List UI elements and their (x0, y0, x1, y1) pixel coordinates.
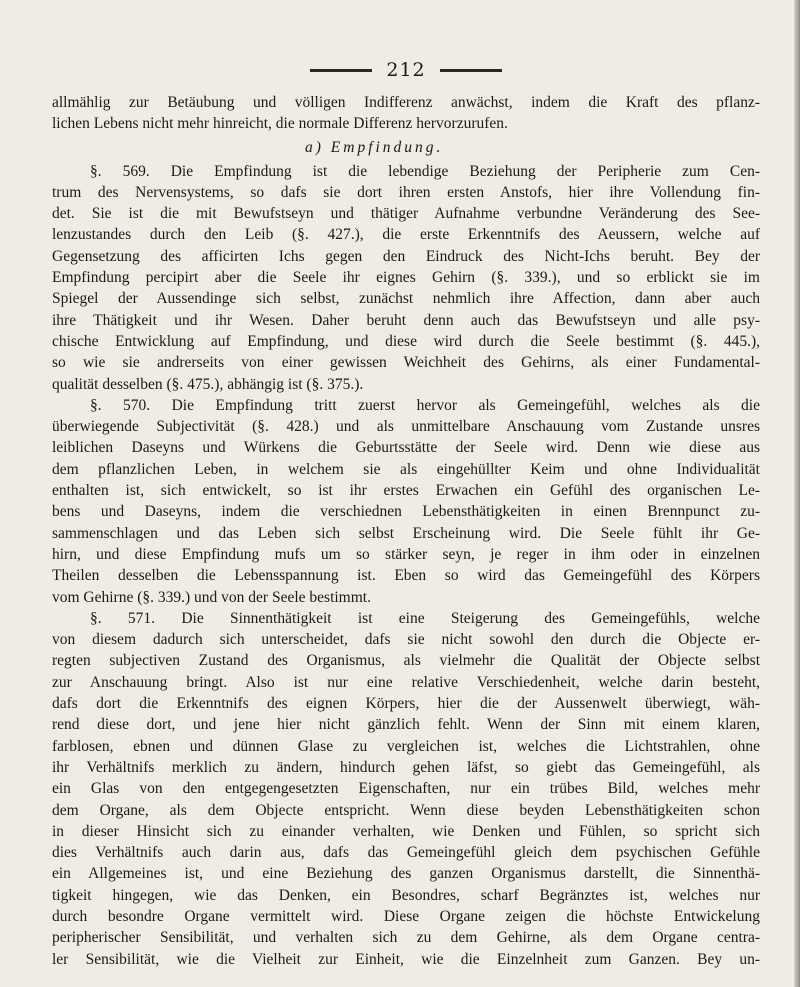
text-line: leiblichen Daseyns und Würkens die Geburtsstätte der Seele wird. Denn wie diese aus (52, 439, 760, 457)
text-line: det. Sie ist die mit Bewufstseyn und thätiger Aufnahme verbundne Veränderung des See- (52, 205, 760, 223)
text-line: §. 571. Die Sinnenthätigkeit ist eine Steigerung des Gemeingefühls, welche (90, 609, 760, 627)
text-line: ein Allgemeines ist, und eine Beziehung des ganzen Organismus darstellt, die Sinnenthä- (52, 865, 760, 883)
text-line: hirn, und diese Empfindung mufs um so stärker seyn, je reger in ihm oder in einzelnen (52, 545, 760, 563)
section-subheading: a) Empfindung. (305, 138, 444, 156)
paragraph-571 (52, 608, 760, 970)
page-header (52, 58, 760, 82)
text-line: lenzustandes durch den Leib (§. 427.), die erste Erkenntnifs des Aeussern, welche auf (52, 226, 760, 244)
text-line: durch besondre Organe vermittelt wird. Diese Organe zeigen die höchste Entwickelung (52, 907, 760, 925)
text-line: Empfindung percipirt aber die Seele ihr eignes Gehirn (§. 339.), und so erblickt sie im (52, 269, 760, 287)
text-line: qualität desselben (§. 475.), abhängig ist (§. 375.). (52, 375, 364, 393)
text-line: dafs dort die Erkenntnifs des eignen Körpers, hier die der Aussenwelt überwiegt, wäh- (52, 695, 760, 713)
text-line: ihr Verhältnifs merklich zu ändern, hindurch gehen läfst, so giebt das Gemeingefühl, als (52, 758, 760, 776)
text-line: §. 570. Die Empfindung tritt zuerst hervor als Gemeingefühl, welches als die (90, 396, 760, 414)
text-line: dem pflanzlichen Leben, in welchem sie als eingehüllter Keim und ohne Individualität (52, 460, 760, 478)
header-rule-left (310, 69, 372, 72)
text-line: vom Gehirne (§. 339.) und von der Seele bestimmt. (52, 588, 371, 606)
text-line: von diesem dadurch sich unterscheidet, dafs sie nicht sowohl den durch die Objecte er- (52, 631, 760, 649)
text-line: allmählig zur Betäubung und völligen Indifferenz anwächst, indem die Kraft des pflanz- (52, 94, 760, 111)
text-line: trum des Nervensystems, so dafs sie dort ihren ersten Anstofs, hier ihre Vollendung fin- (52, 183, 760, 201)
text-line: Gegensetzung des afficirten Ichs gegen den Eindruck des Nicht-Ichs beruht. Bey der (52, 247, 760, 265)
text-line: bens und Daseyns, indem die verschiednen Lebensthätigkeiten in einen Brennpunct zu- (52, 503, 760, 521)
text-line: §. 569. Die Empfindung ist die lebendige Beziehung der Peripherie zum Cen- (90, 162, 760, 180)
text-line: ein Glas von den entgegengesetzten Eigenschaften, nur ein trübes Bild, welches mehr (52, 780, 760, 798)
text-line: enthalten ist, sich entwickelt, so ist ihr erstes Erwachen ein Gefühl des organischen Le- (52, 482, 760, 500)
page-edge (794, 0, 800, 987)
text-line: zur Anschauung bringt. Also ist nur eine relative Verschiedenheit, welche darin besteht, (52, 673, 760, 691)
paragraph-569 (52, 161, 760, 395)
text-line: dies Verhältnifs auch darin aus, dafs das Gemeingefühl gleich dem psychischen Gefühle (52, 844, 760, 862)
text-line: farblosen, ebnen und dünnen Glase zu vergleichen ist, welches die Lichtstrahlen, ohne (52, 737, 760, 755)
text-line: Spiegel der Aussendinge sich selbst, zunächst nehmlich ihre Affection, dann aber auch (52, 290, 760, 308)
text-line: dem Organe, als dem Objecte entspricht. Wenn diese beyden Lebensthätigkeiten schon (52, 801, 760, 819)
text-line: rend diese dort, und jene hier nicht gänzlich fehlt. Wenn der Sinn mit einem klaren, (52, 716, 760, 734)
intro-paragraph (52, 92, 760, 135)
text-line: so wie sie andrerseits von einer gewissen Weichheit des Gehirns, als einer Fundamental- (52, 354, 760, 372)
page-number: 212 (386, 59, 426, 81)
text-line: peripherischer Sensibilität, und verhalten sich zu dem Gehirne, als dem Organe centra- (52, 929, 760, 947)
text-line: Theilen desselben die Lebensspannung ist. Eben so wird das Gemeingefühl des Körpers (52, 567, 760, 585)
text-line: ihre Thätigkeit und ihr Wesen. Daher beruht denn auch das Bewufstseyn und alle psy- (52, 311, 760, 329)
text-line: regten subjectiven Zustand des Organismus, als vielmehr die Qualität der Objecte selbst (52, 652, 760, 670)
text-line: in dieser Hinsicht sich zu einander verhalten, wie Denken und Fühlen, so spricht sich (52, 822, 760, 840)
text-line: überwiegende Subjectivität (§. 428.) und als unmittelbare Anschauung vom Zustande unsres (52, 418, 760, 436)
text-line: lichen Lebens nicht mehr hinreicht, die normale Differenz hervorzurufen. (52, 115, 508, 133)
paragraph-570 (52, 395, 760, 608)
text-line: tigkeit hingegen, wie das Denken, ein Besondres, scharf Begränztes ist, welches nur (52, 886, 760, 904)
text-line: sammenschlagen und das Leben sich selbst Erscheinung wird. Die Seele fühlt ihr Ge- (52, 524, 760, 542)
text-line: ler Sensibilität, wie die Vielheit zur Einheit, wie die Einzelnheit zum Ganzen. Bey un- (52, 950, 760, 968)
text-line: chische Entwicklung auf Empfindung, und diese wird durch die Seele bestimmt (§. 445.), (52, 332, 760, 350)
header-rule-right (440, 69, 502, 72)
